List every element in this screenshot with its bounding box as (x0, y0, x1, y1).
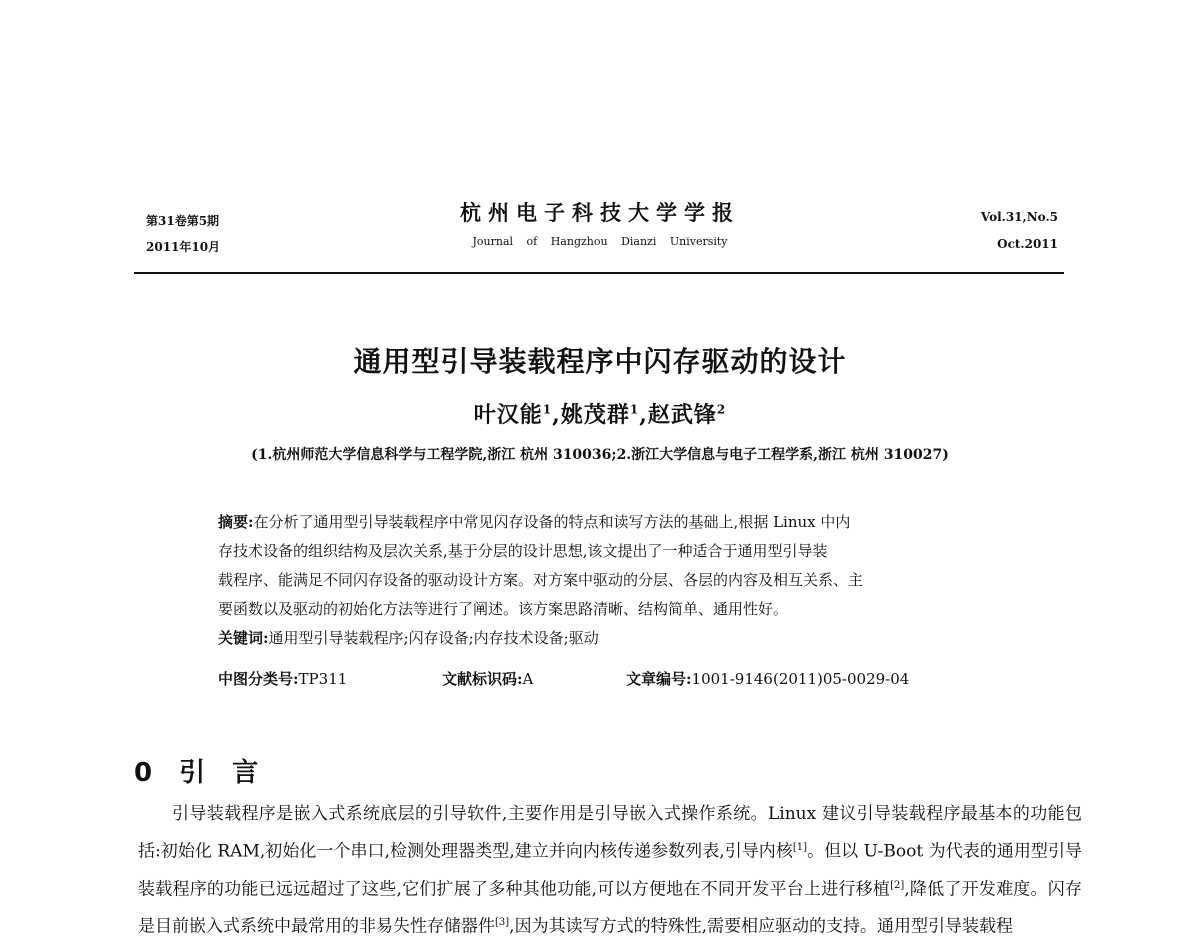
citation-ref: [1] (792, 842, 808, 853)
abstract-block (218, 508, 988, 653)
paragraph-text: ,降低了开发难度。闪存是目前嵌入式系统中最常用的非易失性存储器件 (138, 879, 1082, 937)
doc-code-label: 文献标识码: (442, 670, 523, 688)
author-name: 赵武锋 (647, 402, 717, 428)
volume-info (981, 204, 1058, 258)
abstract-label: 摘要: (218, 513, 254, 531)
article-number-value: 1001-9146(2011)05-0029-04 (691, 670, 910, 688)
section-paragraph (138, 798, 1082, 944)
author-name: 姚茂群 (560, 402, 630, 428)
affiliations: (1.杭州师范大学信息科学与工程学院,浙江 杭州 310036;2.浙江大学信息与电子工程学系,浙江 杭州 310027) (251, 447, 949, 463)
author-name: 叶汉能 (473, 402, 543, 428)
keywords-line (218, 624, 988, 653)
journal-name-en: Journal of Hangzhou Dianzi University (472, 235, 728, 248)
article-number-label: 文章编号: (626, 670, 692, 688)
keywords-text: 通用型引导装载程序;闪存设备;内存技术设备;驱动 (268, 629, 599, 647)
abstract-text: 在分析了通用型引导装载程序中常见闪存设备的特点和读写方法的基础上,根据 Linux 中内 (253, 513, 851, 531)
clc-field (218, 668, 347, 689)
article-title: 通用型引导装载程序中闪存驱动的设计 (353, 345, 847, 378)
issue-date: 2011年10月 (146, 240, 221, 254)
article-number-field (626, 668, 909, 689)
section-number: 0 (134, 758, 153, 788)
volume-date: Oct.2011 (997, 237, 1058, 251)
citation-ref: [3] (495, 917, 510, 929)
section-heading (134, 752, 258, 789)
author-affiliation-mark: 1 (629, 402, 640, 417)
volume-number: Vol.31,No.5 (980, 210, 1058, 224)
author-list: 叶汉能$^1$,姚茂群$^1$,赵武锋$^2$ (473, 402, 727, 428)
author-affiliation-mark: 1 (542, 402, 553, 417)
abstract-line (218, 508, 988, 537)
clc-value: TP311 (298, 670, 348, 688)
paragraph-text: 引导装载程序是嵌入式系统底层的引导软件,主要作用是引导嵌入式操作系统。Linux 建议引导装载程序最基本的功能包括:初始化 RAM,初始化一个串口,检测处理器类型,建立并向内核传递参数列表,引导内核 (138, 804, 1082, 862)
journal-name-cn: 杭州电子科技大学学报 (460, 200, 740, 225)
paragraph-text: ,因为其读写方式的特殊性,需要相应驱动的支持。通用型引导装载程 (509, 916, 1013, 937)
issue-number: 第31卷第5期 (146, 214, 220, 228)
paragraph-text: 。但以 U-Boot 为代表的通用型引导装载程序的功能已远远超过了这些,它们扩展了多种其他功能,可以方便地在不同开发平台上进行移植 (138, 841, 1082, 900)
abstract-line: 要函数以及驱动的初始化方法等进行了阐述。该方案思路清晰、结构简单、通用性好。 (218, 600, 789, 618)
header-rule (134, 272, 1064, 274)
doc-code-field (442, 668, 533, 689)
keywords-label: 关键词: (218, 629, 269, 647)
doc-code-value: A (522, 670, 534, 688)
abstract-line: 载程序、能满足不同闪存设备的驱动设计方案。对方案中驱动的分层、各层的内容及相互关系、主 (218, 571, 864, 589)
author-affiliation-mark: 2 (716, 402, 727, 417)
abstract-line: 存技术设备的组织结构及层次关系,基于分层的设计思想,该文提出了一种适合于通用型引导装 (218, 542, 828, 560)
citation-ref: [2] (890, 879, 905, 891)
clc-label: 中图分类号: (218, 670, 299, 688)
section-title: 引 言 (179, 758, 259, 788)
